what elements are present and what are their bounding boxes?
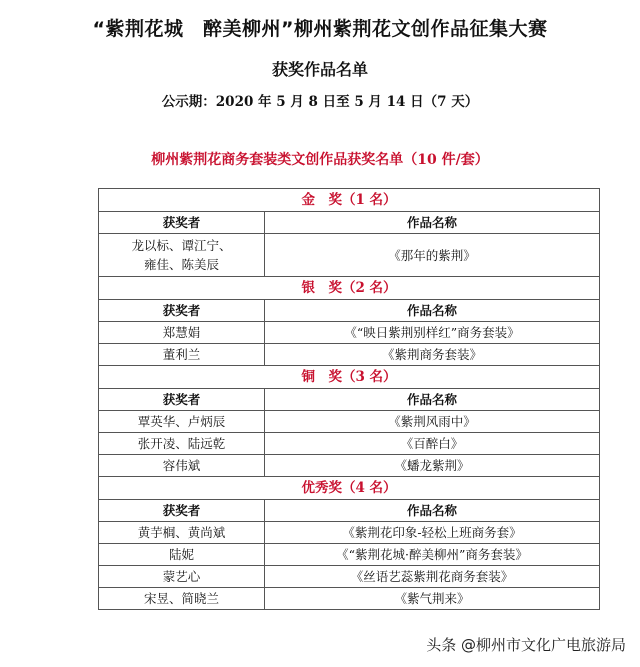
work-column-header: 作品名称 [265,389,600,411]
award-title: 铜 奖（3 名） [99,366,600,389]
winner-cell: 郑慧娟 [99,322,265,344]
award-title: 优秀奖（4 名） [99,477,600,500]
source-watermark: 头条 @柳州市文化广电旅游局 [426,636,626,654]
winner-line: 雍佳、陈美辰 [143,257,219,272]
publicity-period: 公示期：2020 年 5 月 8 日至 5 月 14 日（7 天） [161,94,479,110]
award-header-bronze [99,366,600,389]
work-cell: 《“紫荆花城·醉美柳州”商务套装》 [265,544,600,566]
work-cell: 《丝语艺蕊紫荆花商务套装》 [265,566,600,588]
award-header-excellence [99,477,600,500]
winner-cell: 覃英华、卢炳辰 [99,411,265,433]
award-title: 银 奖（2 名） [99,277,600,300]
table-row [99,411,600,433]
work-cell: 《蟠龙紫荆》 [265,455,600,477]
award-header-silver [99,277,600,300]
winner-cell: 蒙艺心 [99,566,265,588]
winner-cell: 黄芋榈、黄尚斌 [99,522,265,544]
winner-column-header: 获奖者 [99,212,265,234]
winner-column-header: 获奖者 [99,300,265,322]
work-cell: 《紫荆风雨中》 [265,411,600,433]
table-row [99,544,600,566]
table-row [99,344,600,366]
work-column-header: 作品名称 [265,212,600,234]
winner-cell [99,234,265,277]
work-cell: 《紫荆花印象-轻松上班商务套》 [265,522,600,544]
column-header-row [99,300,600,322]
work-column-header: 作品名称 [265,500,600,522]
work-cell: 《“映日紫荆别样红”商务套装》 [265,322,600,344]
work-cell: 《那年的紫荆》 [265,234,600,277]
document-subtitle: 获奖作品名单 [271,60,368,79]
column-header-row [99,389,600,411]
table-row [99,234,600,277]
table-row [99,588,600,610]
table-row [99,566,600,588]
table-title: 柳州紫荆花商务套装类文创作品获奖名单（10 件/套） [151,152,489,168]
winner-cell: 宋昱、简晓兰 [99,588,265,610]
award-title: 金 奖（1 名） [99,189,600,212]
winner-cell: 董利兰 [99,344,265,366]
work-cell: 《紫荆商务套装》 [265,344,600,366]
table-row [99,522,600,544]
winner-column-header: 获奖者 [99,500,265,522]
column-header-row [99,212,600,234]
work-cell: 《紫气荆来》 [265,588,600,610]
winner-line: 龙以标、谭江宁、 [131,238,232,253]
table-row [99,455,600,477]
winner-cell: 张开凌、陆远乾 [99,433,265,455]
column-header-row [99,500,600,522]
winner-cell: 陆妮 [99,544,265,566]
table-row [99,322,600,344]
document-title: “紫荆花城 醉美柳州”柳州紫荆花文创作品征集大赛 [92,18,548,40]
award-header-gold [99,189,600,212]
table-row [99,433,600,455]
work-cell: 《百醉白》 [265,433,600,455]
winner-cell: 容伟斌 [99,455,265,477]
winner-column-header: 获奖者 [99,389,265,411]
work-column-header: 作品名称 [265,300,600,322]
awards-table [98,188,600,610]
